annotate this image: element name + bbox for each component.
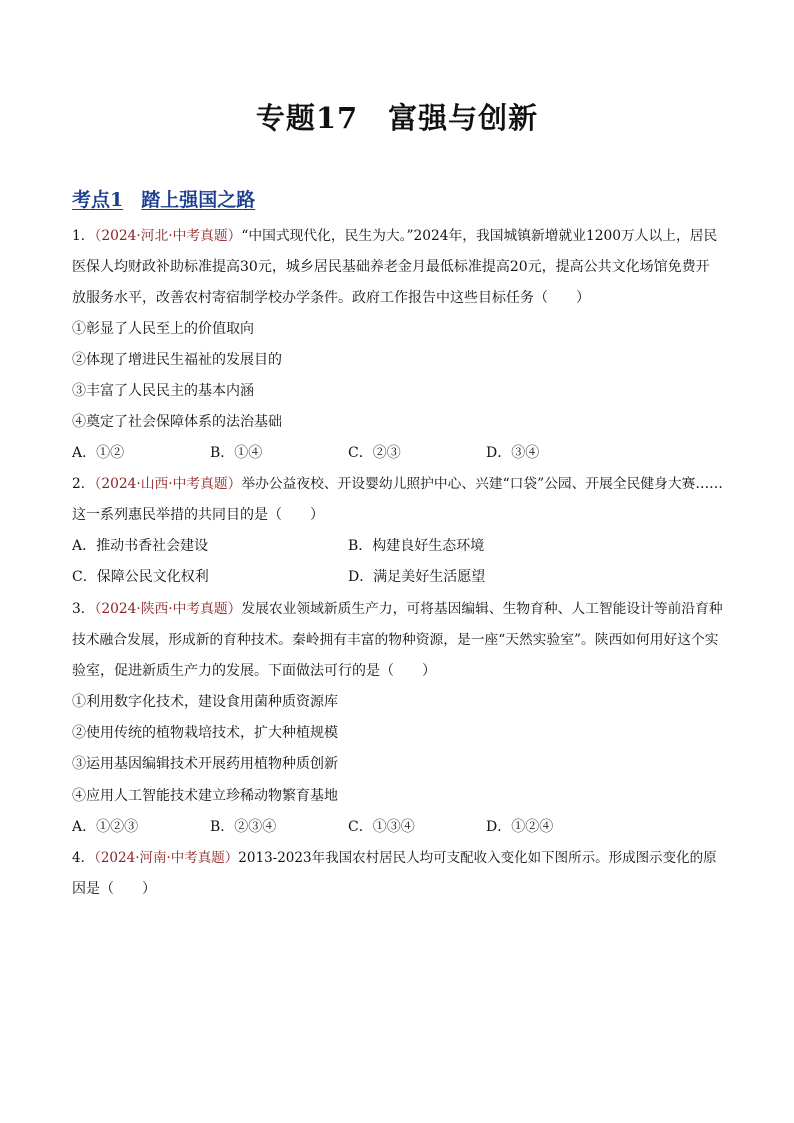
q3-number: 3． (72, 601, 95, 617)
topic-number: 专题17 (255, 101, 359, 135)
q1-line-3: 放服务水平，改善农村寄宿制学校办学条件。政府工作报告中这些目标任务（ ） (72, 290, 590, 306)
section-heading (72, 185, 255, 212)
q1-line-2: 医保人均财政补助标准提高30元，城乡居民基础养老金月最低标准提高20元，提高公共文化场馆免费开 (72, 259, 710, 275)
q3-item-4: ④应用人工智能技术建立珍稀动物繁育基地 (72, 788, 338, 804)
q1-option-a: A．①② (72, 445, 125, 461)
q2-option-c: C．保障公民文化权利 (72, 569, 209, 585)
q2-line-1: 2．（2024·山西·中考真题）举办公益夜校、开设婴幼儿照护中心、兴建“口袋”公园、开展全民健身大赛…… (72, 476, 723, 492)
q3-item-2: ②使用传统的植物栽培技术，扩大种植规模 (72, 725, 338, 741)
section-label: 考点1 (72, 189, 124, 211)
q1-option-b: B．①④ (210, 445, 263, 461)
q1-item-3: ③丰富了人民民主的基本内涵 (72, 383, 254, 399)
q2-source-tag: （2024·山西·中考真题） (94, 476, 242, 492)
q2-option-b: B．构建良好生态环境 (348, 538, 485, 554)
q3-item-1: ①利用数字化技术，建设食用菌种质资源库 (72, 694, 338, 710)
topic-name: 富强与创新 (388, 101, 539, 135)
q1-item-2: ②体现了增进民生福祉的发展目的 (72, 352, 282, 368)
q3-option-a: A．①②③ (72, 819, 139, 835)
q3-option-b: B．②③④ (210, 819, 277, 835)
q2-option-a: A．推动书香社会建设 (72, 538, 209, 554)
q2-option-d: D．满足美好生活愿望 (348, 569, 486, 585)
q4-line-1: 4．（2024·河南·中考真题）2013-2023年我国农村居民人均可支配收入变化如下图所示。形成图示变化的原 (72, 850, 717, 866)
q2-line-2: 这一系列惠民举措的共同目的是（ ） (72, 507, 324, 523)
q1-line-1: 1．（2024·河北·中考真题）“中国式现代化，民生为大。”2024年，我国城镇新增就业1200万人以上，居民 (72, 228, 718, 244)
q1-number: 1． (72, 228, 95, 244)
q3-line-1: 3．（2024·陕西·中考真题）发展农业领域新质生产力，可将基因编辑、生物育种、人工智能设计等前沿育种 (72, 601, 723, 617)
q3-line-2: 技术融合发展，形成新的育种技术。秦岭拥有丰富的物种资源，是一座“天然实验室”。陕西如何用好这个实 (72, 632, 719, 648)
q4-line-2: 因是（ ） (72, 881, 156, 897)
q4-number: 4． (72, 850, 95, 866)
page-title (0, 96, 794, 137)
q3-option-d: D．①②④ (486, 819, 554, 835)
q1-option-d: D．③④ (486, 445, 540, 461)
section-name: 踏上强国之路 (141, 189, 256, 211)
q1-source-tag: （2024·河北·中考真题） (94, 228, 242, 244)
q3-option-c: C．①③④ (348, 819, 415, 835)
q3-source-tag: （2024·陕西·中考真题） (94, 601, 242, 617)
q3-item-3: ③运用基因编辑技术开展药用植物种质创新 (72, 756, 338, 772)
q1-item-1: ①彰显了人民至上的价值取向 (72, 321, 254, 337)
q2-number: 2． (72, 476, 95, 492)
q1-item-4: ④奠定了社会保障体系的法治基础 (72, 414, 282, 430)
q3-line-3: 验室，促进新质生产力的发展。下面做法可行的是（ ） (72, 663, 436, 679)
q4-source-tag: （2024·河南·中考真题） (94, 850, 239, 866)
q1-option-c: C．②③ (348, 445, 401, 461)
